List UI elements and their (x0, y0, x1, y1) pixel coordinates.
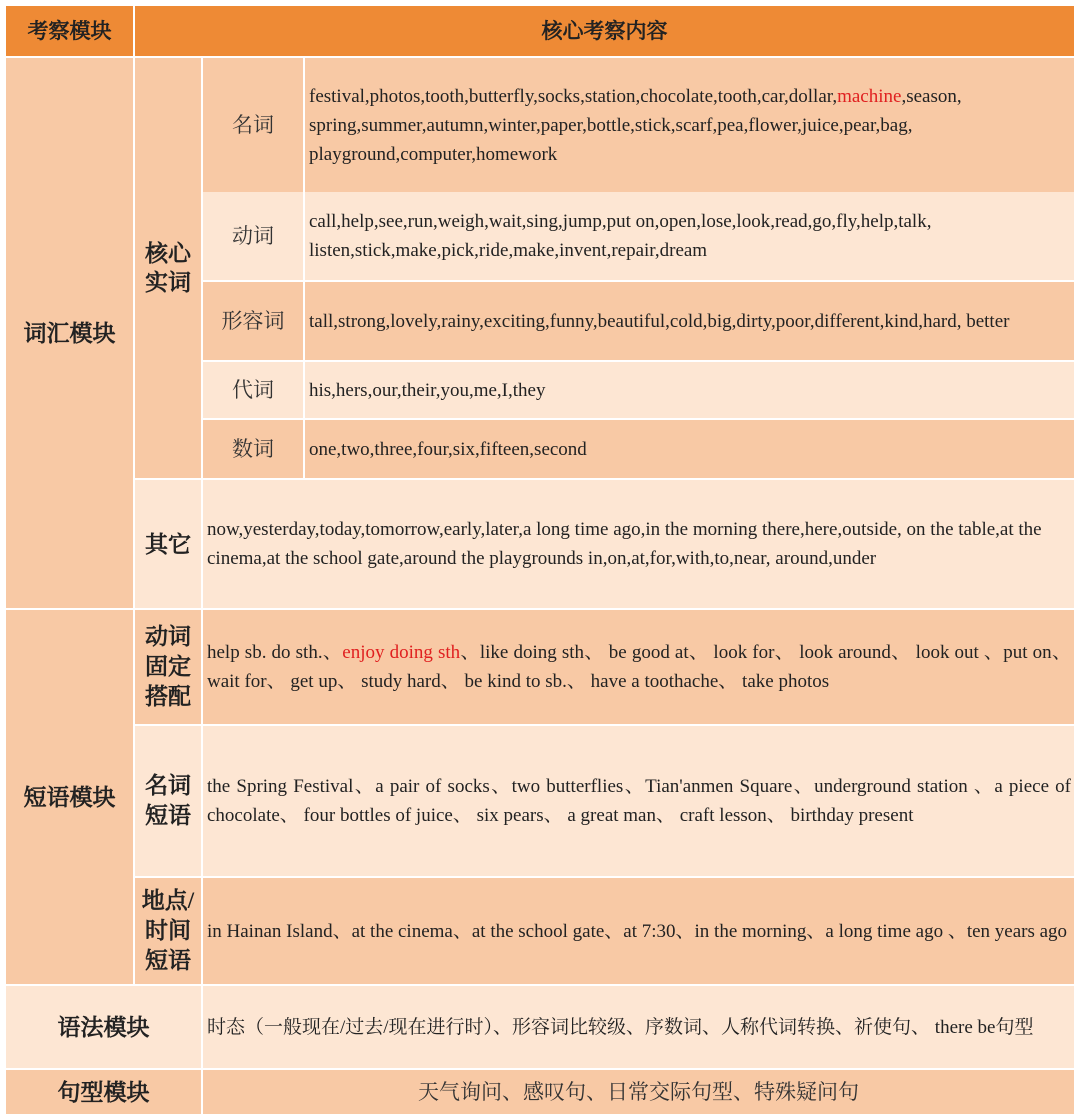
phrase-list (207, 638, 1071, 696)
word-class-label: 名词 (203, 58, 303, 192)
grammar-module-label: 语法模块 (6, 986, 201, 1068)
word-list (309, 207, 1071, 265)
grammar-content (203, 986, 1074, 1068)
word-list (309, 82, 1071, 169)
content-text: help sb. do sth.、 (207, 642, 343, 663)
phrase-list-cell (203, 610, 1074, 724)
sentence-content: 天气询问、感叹句、日常交际句型、特殊疑问句 (203, 1070, 1074, 1114)
word-list-cell (305, 58, 1074, 192)
content-text: the Spring Festival、a pair of socks、two butterflies、Tian'anmen Square、underground station 、a piece of chocolate、 four bottles of juice、 six pears、 a great man、 craft lesson、 birthday present (207, 776, 1071, 826)
word-class-label: 代词 (203, 362, 303, 418)
other-text: now,yesterday,today,tomorrow,early,later,a long time ago,in the morning there,here,outside, on the table,at the cinema,at the school gate,around the playgrounds in,on,at,for,with,to,near, around,under (207, 519, 1042, 569)
content-text: 、like doing sth、 be good at、 look for、 look around、 look out 、put on、 wait for、 get up、 study hard、 be kind to sb.、 have a toothache、 take photos (207, 642, 1072, 692)
other-content (203, 480, 1074, 608)
content-text: tall,strong,lovely,rainy,exciting,funny,beautiful,cold,big,dirty,poor,different,kind,hard, better (309, 310, 1010, 332)
phrase-list-cell (203, 878, 1074, 984)
word-list-cell (305, 282, 1074, 360)
grammar-text: 时态（一般现在/过去/现在进行时）、形容词比较级、序数词、人称代词转换、祈使句、 there be句型 (207, 1016, 1034, 1038)
phrase-module-label: 短语模块 (6, 610, 133, 984)
sentence-module-label: 句型模块 (6, 1070, 201, 1114)
content-text: in Hainan Island、at the cinema、at the school gate、at 7:30、in the morning、a long time ago 、ten years ago (207, 920, 1068, 942)
phrase-type-label: 名词 短语 (135, 726, 201, 876)
phrase-list (207, 917, 1067, 946)
word-list-cell (305, 362, 1074, 418)
vocab-module-label: 词汇模块 (6, 58, 133, 608)
syllabus-table (6, 6, 1074, 1114)
other-label: 其它 (135, 480, 201, 608)
header-content: 核心考察内容 (135, 6, 1074, 56)
highlight-term: enjoy doing sth (342, 642, 461, 663)
content-text: his,hers,our,their,you,me,I,they (309, 379, 546, 401)
word-class-label: 数词 (203, 420, 303, 478)
content-text: one,two,three,four,six,fifteen,second (309, 438, 587, 460)
phrase-list-cell (203, 726, 1074, 876)
core-words-label: 核心 实词 (135, 58, 201, 478)
word-class-label: 动词 (203, 192, 303, 280)
phrase-list (207, 772, 1071, 830)
phrase-type-label: 地点/ 时间 短语 (135, 878, 201, 984)
word-list-cell (305, 420, 1074, 478)
content-text: call,help,see,run,weigh,wait,sing,jump,put on,open,lose,look,read,go,fly,help,talk, listen,stick,make,pick,ride,make,invent,repair,dream (309, 211, 932, 261)
word-class-label: 形容词 (203, 282, 303, 360)
word-list-cell (305, 192, 1074, 280)
phrase-type-label: 动词 固定 搭配 (135, 610, 201, 724)
content-text: ,season, spring,summer,autumn,winter,paper,bottle,stick,scarf,pea,flower,juice,pear,bag, playground,computer,homework (309, 85, 962, 165)
word-list (309, 435, 587, 464)
word-list (309, 376, 545, 405)
highlight-term: machine (837, 85, 902, 107)
content-text: festival,photos,tooth,butterfly,socks,station,chocolate,tooth,car,dollar, (309, 85, 838, 107)
header-module: 考察模块 (6, 6, 133, 56)
word-list (309, 307, 1009, 336)
